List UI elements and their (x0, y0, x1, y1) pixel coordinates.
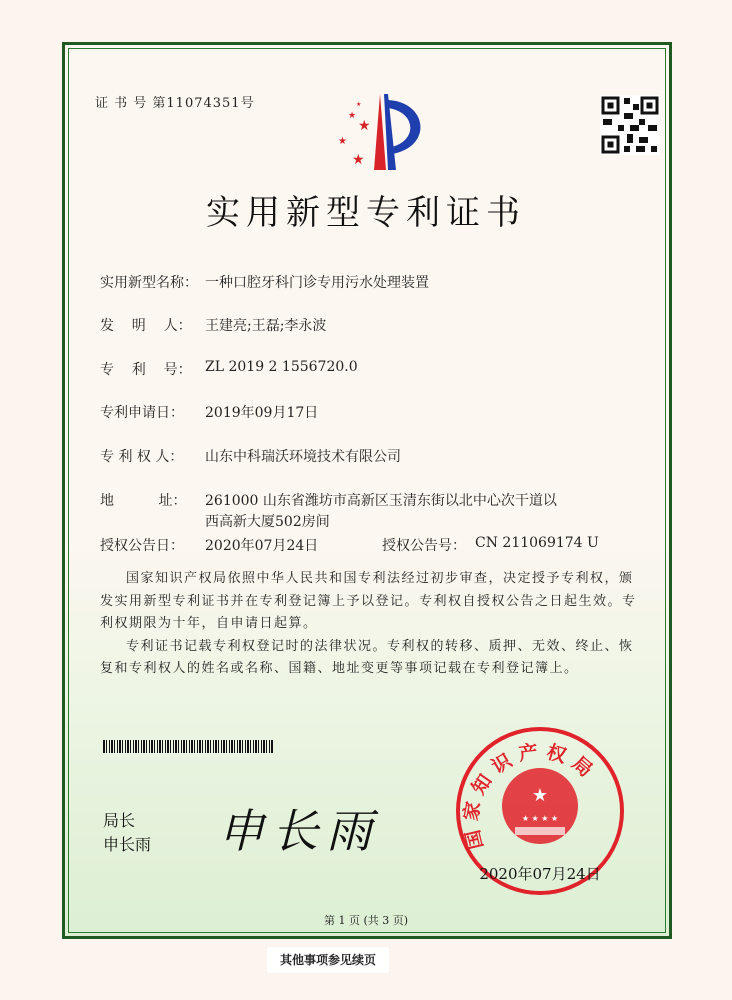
field-label-name: 实用新型名称： (100, 275, 198, 291)
seal-date: 2020年07月24日 (479, 865, 601, 883)
field-value-patent-number: ZL 2019 2 1556720.0 (205, 359, 358, 375)
footer-note: 其他事项参见续页 (267, 947, 389, 973)
seal-text: 国家知识产权局 (459, 740, 602, 852)
svg-text:★: ★ (348, 111, 357, 121)
svg-text:★: ★ (338, 136, 347, 147)
field-label-grant-number: 授权公告号： (382, 538, 466, 554)
cnipa-logo-icon (318, 92, 438, 172)
qr-code-icon (600, 95, 660, 155)
signatory-name: 申长雨 (103, 835, 152, 854)
field-label-patent-number: 专 利 号： (100, 362, 192, 378)
field-value-filing-date: 2019年09月17日 (205, 405, 319, 421)
statement-text (100, 568, 640, 681)
field-label-address: 地 址： (100, 493, 187, 509)
svg-text:★: ★ (531, 785, 549, 806)
statement-paragraph: 专利证书记载专利权登记时的法律状况。专利权的转移、质押、无效、终止、恢复和专利权人的姓名或名称、国籍、地址变更等事项记载在专利登记簿上。 (100, 638, 634, 676)
field-value-patentee: 山东中科瑞沃环境技术有限公司 (205, 449, 401, 465)
certificate-number: 证 书 号 第11074351号 (95, 96, 255, 111)
barcode (103, 740, 273, 753)
svg-text:★: ★ (356, 101, 362, 108)
field-value-grant-number: CN 211069174 U (475, 535, 599, 551)
svg-text:★: ★ (358, 118, 371, 134)
field-label-patentee: 专 利 权 人： (100, 449, 184, 465)
field-label-grant-date: 授权公告日： (100, 538, 184, 554)
page-title: 实用新型专利证书 (206, 193, 526, 233)
signatory-title: 局长 (103, 811, 136, 830)
signature: 申长雨 (218, 804, 380, 858)
field-label-inventor: 发 明 人： (100, 318, 192, 334)
field-value-address-line2: 西高新大厦502房间 (205, 514, 330, 530)
field-value-inventor: 王建亮;王磊;李永波 (205, 318, 327, 334)
svg-text:★ ★ ★ ★: ★ ★ ★ ★ (521, 814, 559, 823)
statement-paragraph: 国家知识产权局依照中华人民共和国专利法经过初步审查，决定授予专利权，颁发实用新型专利证书并在专利登记簿上予以登记。专利权自授权公告之日起生效。专利权期限为十年，自申请日起算。 (100, 571, 637, 631)
field-value-grant-date: 2020年07月24日 (205, 538, 319, 554)
svg-text:国家知识产权局 (459, 739, 602, 851)
field-label-filing-date: 专利申请日： (100, 405, 184, 421)
field-value-name: 一种口腔牙科门诊专用污水处理装置 (205, 275, 429, 291)
field-value-address: 261000 山东省潍坊市高新区玉清东街以北中心次干道以 (205, 493, 557, 509)
page-number: 第 1 页 (共 3 页) (323, 914, 409, 927)
svg-text:★: ★ (352, 152, 365, 168)
